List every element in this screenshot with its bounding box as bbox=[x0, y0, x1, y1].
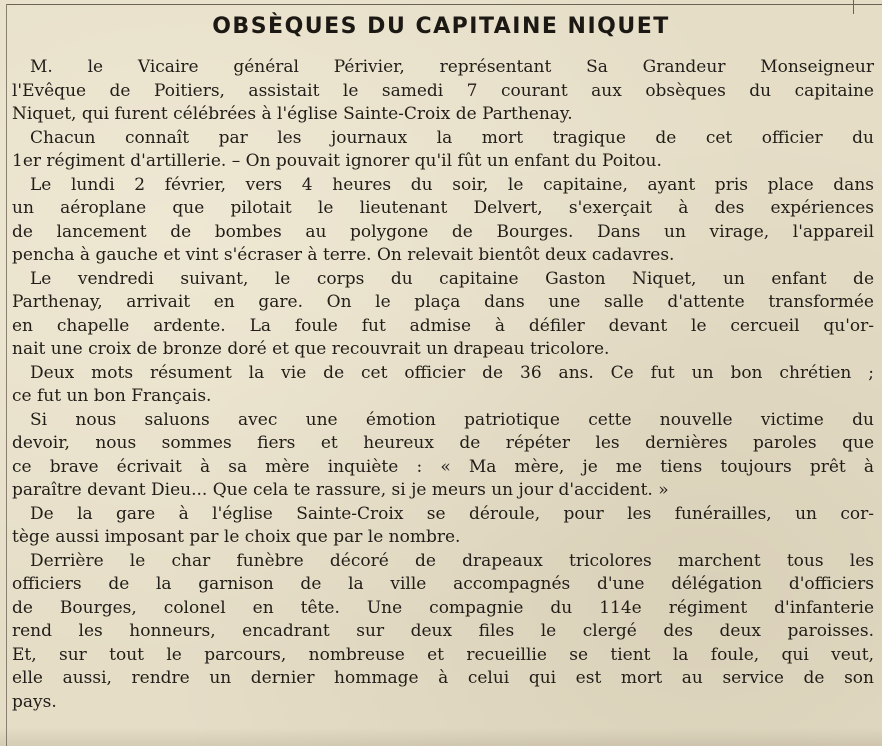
article-line: M. le Vicaire général Périvier, représentant Sa Grandeur Monseigneur bbox=[30, 57, 874, 77]
article-line: Deux mots résument la vie de cet officier de 36 ans. Ce fut un bon chrétien ; bbox=[30, 362, 874, 383]
article-line: de lancement de bombes au polygone de Bourges. Dans un virage, l'appareil bbox=[12, 221, 874, 242]
article-line: pencha à gauche et vint s'écraser à terre. On relevait bientôt deux cadavres. bbox=[12, 245, 675, 265]
article-line: De la gare à l'église Sainte-Croix se déroule, pour les funérailles, un cor- bbox=[30, 503, 874, 524]
article-body bbox=[12, 56, 874, 714]
article-line: tège aussi imposant par le choix que par le nombre. bbox=[12, 527, 461, 547]
bleed-through-shadow bbox=[0, 728, 882, 746]
article-line: de Bourges, colonel en tête. Une compagnie du 114e régiment d'infanterie bbox=[12, 597, 874, 618]
article-line: devoir, nous sommes fiers et heureux de répéter les dernières paroles que bbox=[12, 433, 874, 453]
article-line: nait une croix de bronze doré et que recouvrait un drapeau tricolore. bbox=[12, 339, 610, 359]
article-line: officiers de la garnison de la ville accompagnés d'une délégation d'officiers bbox=[12, 574, 874, 594]
article-line: elle aussi, rendre un dernier hommage à celui qui est mort au service de son bbox=[12, 668, 874, 688]
article-line: Le vendredi suivant, le corps du capitaine Gaston Niquet, un enfant de bbox=[30, 268, 874, 289]
article-line: Parthenay, arrivait en gare. On le plaça dans une salle d'attente transformée bbox=[12, 292, 874, 312]
article-line: Le lundi 2 février, vers 4 heures du soir, le capitaine, ayant pris place dans bbox=[30, 174, 874, 195]
article-line: pays. bbox=[12, 691, 57, 712]
article-line: paraître devant Dieu... Que cela te rassure, si je meurs un jour d'accident. » bbox=[12, 480, 669, 500]
article-line: Chacun connaît par les journaux la mort tragique de cet officier du bbox=[30, 127, 874, 148]
article-line: Derrière le char funèbre décoré de drapeaux tricolores marchent tous les bbox=[30, 550, 874, 571]
article-line: ce brave écrivait à sa mère inquiète : « Ma mère, je me tiens toujours prêt à bbox=[12, 456, 874, 477]
article-line: l'Evêque de Poitiers, assistait le samedi 7 courant aux obsèques du capitaine bbox=[12, 80, 874, 101]
article-line: Niquet, qui furent célébrées à l'église Sainte-Croix de Parthenay. bbox=[12, 104, 573, 124]
top-rule bbox=[6, 4, 882, 5]
article-line: 1er régiment d'artillerie. – On pouvait ignorer qu'il fût un enfant du Poitou. bbox=[12, 151, 662, 171]
article-line: Si nous saluons avec une émotion patriotique cette nouvelle victime du bbox=[30, 409, 874, 430]
right-column-rule bbox=[853, 0, 854, 14]
article-title: OBSÈQUES DU CAPITAINE NIQUET bbox=[212, 14, 670, 39]
article-line: un aéroplane que pilotait le lieutenant Delvert, s'exerçait à des expériences bbox=[12, 198, 874, 218]
left-column-rule bbox=[6, 4, 7, 746]
article-line: ce fut un bon Français. bbox=[12, 386, 212, 406]
article-line: Et, sur tout le parcours, nombreuse et recueillie se tient la foule, qui veut, bbox=[12, 644, 874, 665]
article-line: en chapelle ardente. La foule fut admise à défiler devant le cercueil qu'or- bbox=[12, 315, 874, 336]
article-line: rend les honneurs, encadrant sur deux files le clergé des deux paroisses. bbox=[12, 621, 874, 641]
